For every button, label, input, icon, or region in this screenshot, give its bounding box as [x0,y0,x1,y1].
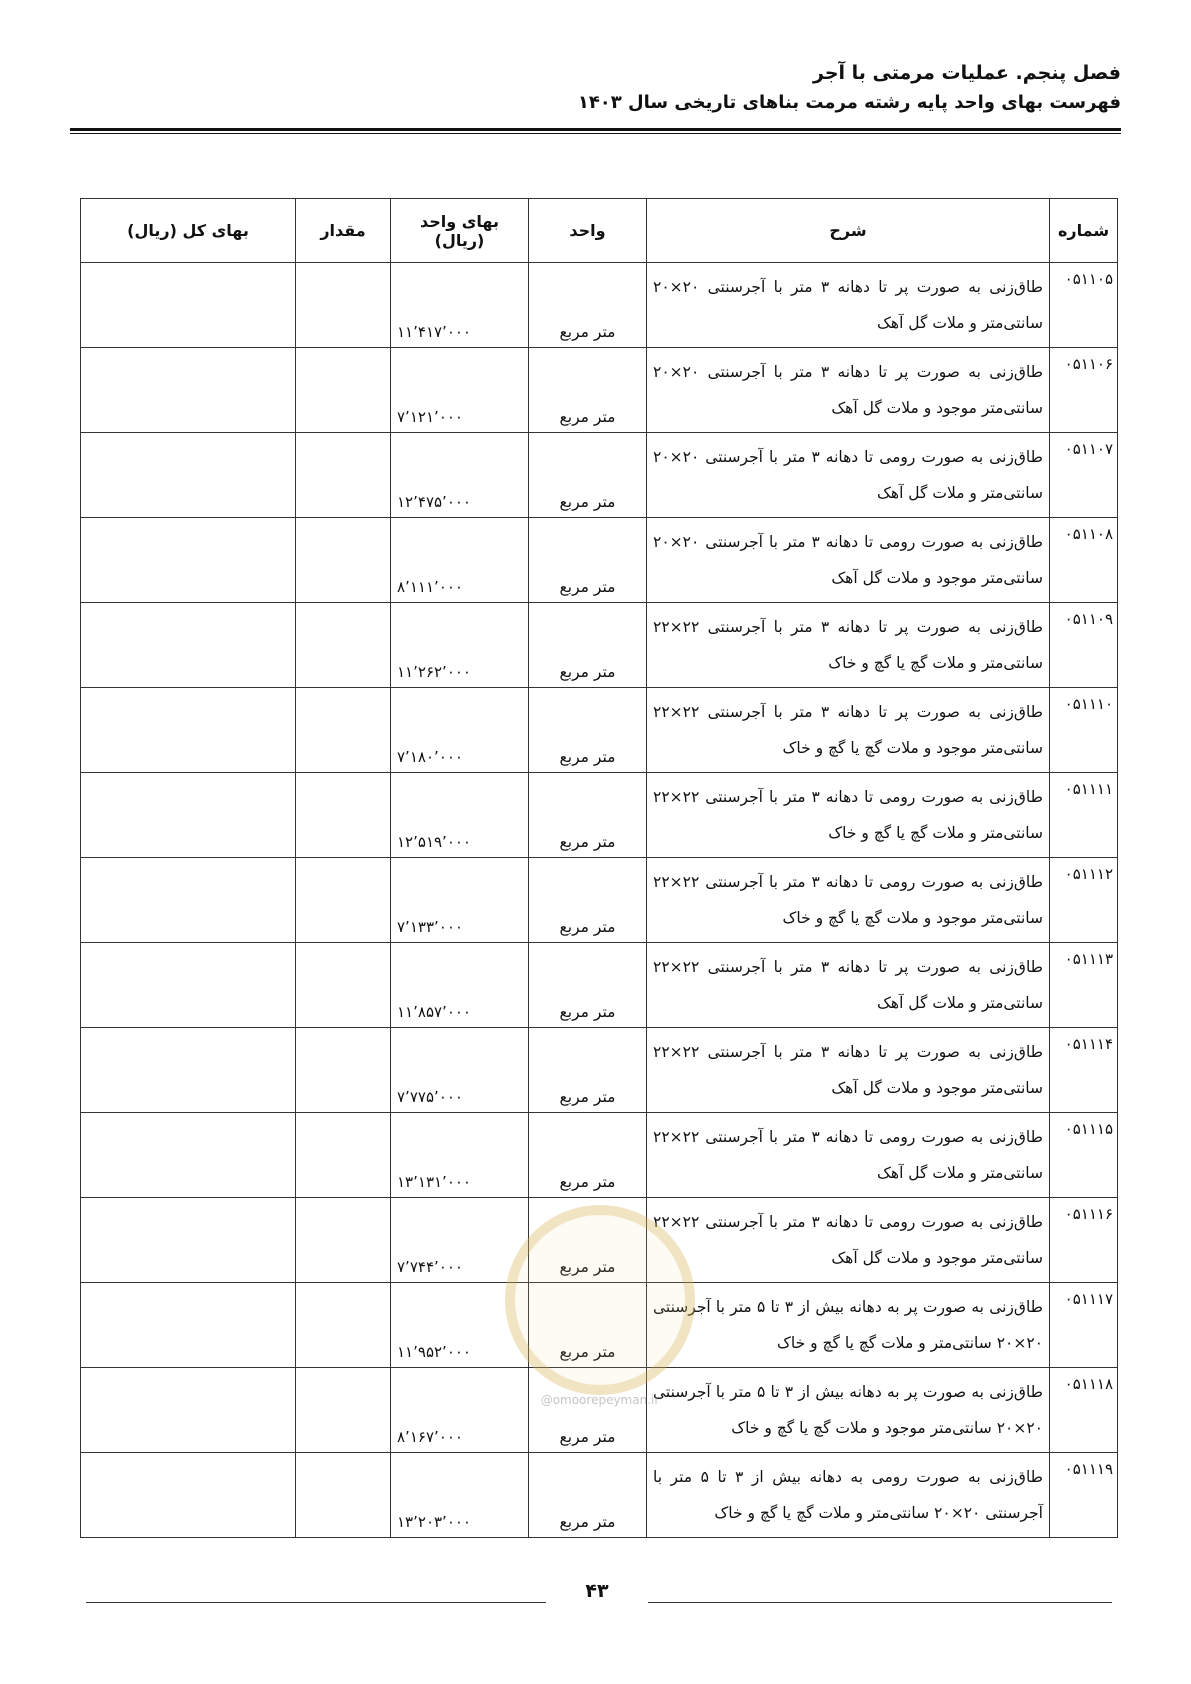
row-total-price [81,688,296,773]
table-row [81,1028,1118,1113]
row-unit: متر مربع [529,773,647,858]
row-quantity [296,1283,391,1368]
row-total-price [81,603,296,688]
header-description: شرح [647,199,1050,263]
header-unit-price: بهای واحد (ریال) [391,199,529,263]
row-description: طاق‌زنی به صورت رومی به دهانه بیش از ۳ تا ۵ متر با آجرسنتی ۲۰×۲۰ سانتی‌متر و ملات گچ یا گچ و خاک [647,1453,1050,1538]
row-total-price [81,773,296,858]
row-unit-price: ۷٬۱۸۰٬۰۰۰ [391,688,529,773]
row-unit-price: ۱۲٬۵۱۹٬۰۰۰ [391,773,529,858]
row-quantity [296,603,391,688]
row-unit-price: ۸٬۱۱۱٬۰۰۰ [391,518,529,603]
list-subtitle: فهرست بهای واحد پایه رشته مرمت بناهای تاریخی سال ۱۴۰۳ [577,92,1121,113]
table-row [81,943,1118,1028]
row-unit: متر مربع [529,263,647,348]
row-quantity [296,943,391,1028]
row-code: ۰۵۱۱۱۹ [1050,1453,1118,1538]
row-code: ۰۵۱۱۱۰ [1050,688,1118,773]
page-number: ۴۳ [585,1580,609,1602]
table-row [81,773,1118,858]
row-total-price [81,1453,296,1538]
table-row [81,858,1118,943]
header-rule-thick [70,128,1121,131]
row-description: طاق‌زنی به صورت پر به دهانه بیش از ۳ تا ۵ متر با آجرسنتی ۲۰×۲۰ سانتی‌متر و ملات گچ یا گچ و خاک [647,1283,1050,1368]
row-unit: متر مربع [529,1113,647,1198]
row-code: ۰۵۱۱۰۷ [1050,433,1118,518]
row-total-price [81,1283,296,1368]
row-unit: متر مربع [529,603,647,688]
table-header-row [81,199,1118,263]
footer-rule-right [648,1602,1112,1603]
row-quantity [296,1113,391,1198]
table-row [81,1453,1118,1538]
row-code: ۰۵۱۱۰۹ [1050,603,1118,688]
footer-rule-left [86,1602,546,1603]
row-code: ۰۵۱۱۰۸ [1050,518,1118,603]
row-code: ۰۵۱۱۱۷ [1050,1283,1118,1368]
row-code: ۰۵۱۱۱۲ [1050,858,1118,943]
row-total-price [81,1113,296,1198]
row-unit: متر مربع [529,1198,647,1283]
row-description: طاق‌زنی به صورت پر تا دهانه ۳ متر با آجرسنتی ۲۲×۲۲ سانتی‌متر موجود و ملات گل آهک [647,1028,1050,1113]
table-row [81,688,1118,773]
row-description: طاق‌زنی به صورت پر تا دهانه ۳ متر با آجرسنتی ۲۲×۲۲ سانتی‌متر و ملات گل آهک [647,943,1050,1028]
row-quantity [296,518,391,603]
row-unit-price: ۷٬۱۳۳٬۰۰۰ [391,858,529,943]
table-row [81,433,1118,518]
row-unit-price: ۱۳٬۱۳۱٬۰۰۰ [391,1113,529,1198]
row-code: ۰۵۱۱۱۸ [1050,1368,1118,1453]
row-quantity [296,348,391,433]
row-description: طاق‌زنی به صورت رومی تا دهانه ۳ متر با آجرسنتی ۲۲×۲۲ سانتی‌متر موجود و ملات گل آهک [647,1198,1050,1283]
row-quantity [296,1453,391,1538]
table-row [81,348,1118,433]
row-description: طاق‌زنی به صورت رومی تا دهانه ۳ متر با آجرسنتی ۲۲×۲۲ سانتی‌متر و ملات گچ یا گچ و خاک [647,773,1050,858]
row-unit-price: ۷٬۷۴۴٬۰۰۰ [391,1198,529,1283]
row-unit-price: ۸٬۱۶۷٬۰۰۰ [391,1368,529,1453]
row-code: ۰۵۱۱۱۱ [1050,773,1118,858]
row-code: ۰۵۱۱۰۵ [1050,263,1118,348]
header-unit: واحد [529,199,647,263]
table-row [81,263,1118,348]
row-unit-price: ۷٬۱۲۱٬۰۰۰ [391,348,529,433]
row-total-price [81,943,296,1028]
row-unit: متر مربع [529,1453,647,1538]
table-row [81,1198,1118,1283]
row-unit: متر مربع [529,1368,647,1453]
row-description: طاق‌زنی به صورت رومی تا دهانه ۳ متر با آجرسنتی ۲۰×۲۰ سانتی‌متر موجود و ملات گل آهک [647,518,1050,603]
row-quantity [296,1028,391,1113]
row-code: ۰۵۱۱۱۶ [1050,1198,1118,1283]
row-code: ۰۵۱۱۱۵ [1050,1113,1118,1198]
row-quantity [296,773,391,858]
row-code: ۰۵۱۱۱۳ [1050,943,1118,1028]
row-quantity [296,263,391,348]
row-quantity [296,858,391,943]
table-row [81,1283,1118,1368]
row-unit-price: ۱۱٬۲۶۲٬۰۰۰ [391,603,529,688]
table-row [81,1113,1118,1198]
row-unit-price: ۱۱٬۴۱۷٬۰۰۰ [391,263,529,348]
header-quantity: مقدار [296,199,391,263]
row-unit: متر مربع [529,1283,647,1368]
row-description: طاق‌زنی به صورت رومی تا دهانه ۳ متر با آجرسنتی ۲۲×۲۲ سانتی‌متر موجود و ملات گچ یا گچ و خاک [647,858,1050,943]
table-row [81,603,1118,688]
row-unit-price: ۱۳٬۲۰۳٬۰۰۰ [391,1453,529,1538]
table-row [81,1368,1118,1453]
row-total-price [81,433,296,518]
row-unit-price: ۱۲٬۴۷۵٬۰۰۰ [391,433,529,518]
row-unit-price: ۱۱٬۸۵۷٬۰۰۰ [391,943,529,1028]
table-body [81,263,1118,1538]
row-description: طاق‌زنی به صورت پر تا دهانه ۳ متر با آجرسنتی ۲۰×۲۰ سانتی‌متر موجود و ملات گل آهک [647,348,1050,433]
row-unit: متر مربع [529,433,647,518]
row-total-price [81,1028,296,1113]
row-description: طاق‌زنی به صورت پر تا دهانه ۳ متر با آجرسنتی ۲۲×۲۲ سانتی‌متر موجود و ملات گچ یا گچ و خاک [647,688,1050,773]
header-total-price: بهای کل (ریال) [81,199,296,263]
row-quantity [296,1198,391,1283]
row-total-price [81,348,296,433]
row-unit: متر مربع [529,943,647,1028]
row-code: ۰۵۱۱۱۴ [1050,1028,1118,1113]
row-description: طاق‌زنی به صورت پر تا دهانه ۳ متر با آجرسنتی ۲۰×۲۰ سانتی‌متر و ملات گل آهک [647,263,1050,348]
row-unit: متر مربع [529,858,647,943]
row-unit: متر مربع [529,518,647,603]
row-total-price [81,1198,296,1283]
row-unit-price: ۱۱٬۹۵۲٬۰۰۰ [391,1283,529,1368]
row-unit: متر مربع [529,1028,647,1113]
row-total-price [81,1368,296,1453]
chapter-title: فصل پنجم. عملیات مرمتی با آجر [813,62,1121,84]
row-quantity [296,1368,391,1453]
table-row [81,518,1118,603]
row-description: طاق‌زنی به صورت پر به دهانه بیش از ۳ تا ۵ متر با آجرسنتی ۲۰×۲۰ سانتی‌متر موجود و ملات گچ یا گچ و خاک [647,1368,1050,1453]
row-description: طاق‌زنی به صورت رومی تا دهانه ۳ متر با آجرسنتی ۲۰×۲۰ سانتی‌متر و ملات گل آهک [647,433,1050,518]
row-total-price [81,263,296,348]
row-quantity [296,433,391,518]
header-code: شماره [1050,199,1118,263]
header-rule-thin [70,133,1121,134]
row-total-price [81,858,296,943]
row-description: طاق‌زنی به صورت رومی تا دهانه ۳ متر با آجرسنتی ۲۲×۲۲ سانتی‌متر و ملات گل آهک [647,1113,1050,1198]
row-code: ۰۵۱۱۰۶ [1050,348,1118,433]
price-table [80,198,1118,1538]
row-unit: متر مربع [529,348,647,433]
watermark-text: @omoorepeyman.ir [540,1393,660,1407]
row-quantity [296,688,391,773]
row-unit: متر مربع [529,688,647,773]
row-total-price [81,518,296,603]
page-header [70,58,1121,118]
row-description: طاق‌زنی به صورت پر تا دهانه ۳ متر با آجرسنتی ۲۲×۲۲ سانتی‌متر و ملات گچ یا گچ و خاک [647,603,1050,688]
row-unit-price: ۷٬۷۷۵٬۰۰۰ [391,1028,529,1113]
